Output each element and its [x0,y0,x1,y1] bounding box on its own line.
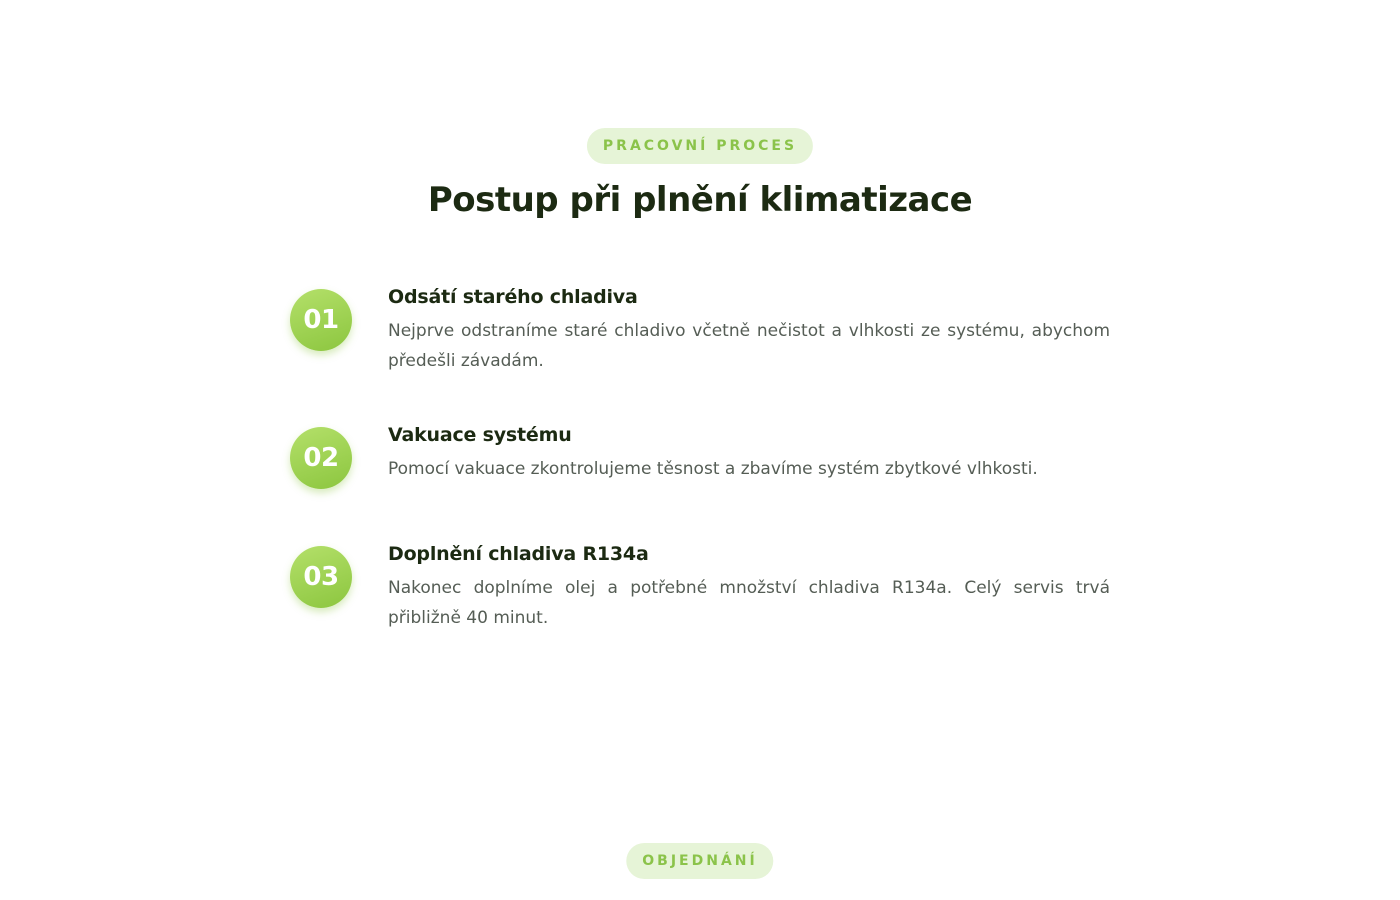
step-description: Pomocí vakuace zkontrolujeme těsnost a zbavíme systém zbytkové vlhkosti. [388,459,1038,479]
step-body [388,284,1110,376]
section-title: Postup při plnění klimatizace [427,180,973,220]
process-step [290,284,1110,376]
step-number-badge: 03 [290,546,352,608]
step-description: Nejprve odstraníme staré chladivo včetně nečistot a vlhkosti ze systému, abychom předešli závadám. [388,321,1110,371]
step-body [388,541,1110,633]
step-description: Nakonec doplníme olej a potřebné množství chladiva R134a. Celý servis trvá přibližně 40 minut. [388,578,1110,628]
process-steps [290,284,1110,633]
step-number-badge: 01 [290,289,352,351]
step-title: Doplnění chladiva R134a [388,543,649,565]
step-number-badge: 02 [290,427,352,489]
process-step [290,422,1110,489]
step-title: Odsátí starého chladiva [388,286,638,308]
step-body [388,422,1110,484]
step-title: Vakuace systému [388,424,572,446]
process-step [290,541,1110,633]
section-badge-order: OBJEDNÁNÍ [626,843,773,879]
section-badge-process: PRACOVNÍ PROCES [587,128,813,164]
